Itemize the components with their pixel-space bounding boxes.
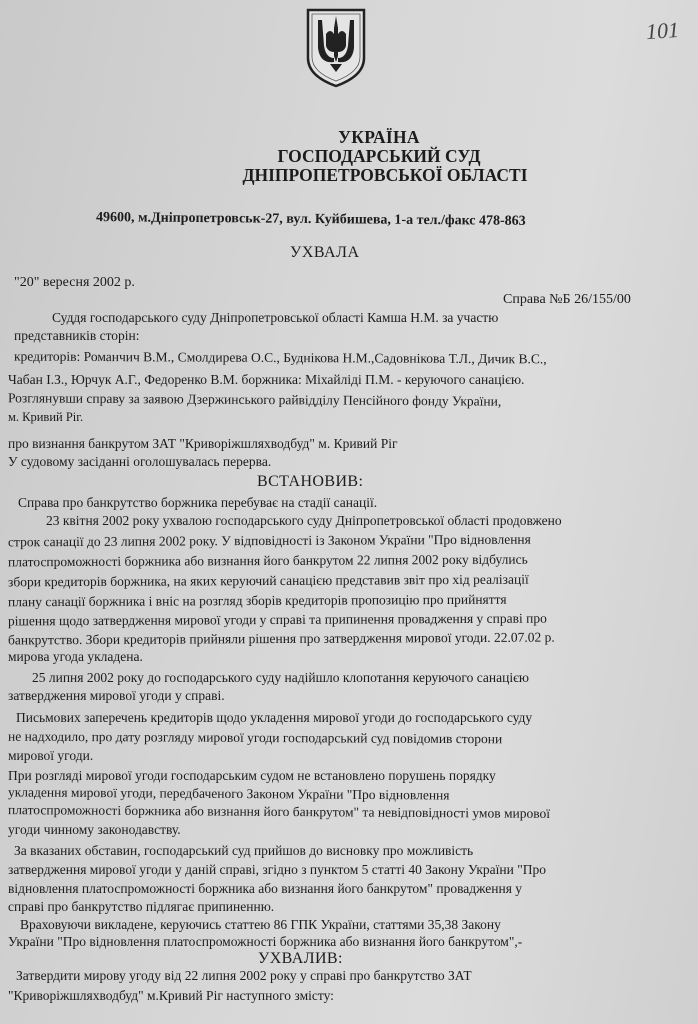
body-line: Чабан І.З., Юрчук А.Г., Федоренко В.М. боржника: Міхайліді П.М. - керуючого санацією. xyxy=(8,372,525,387)
body-line: Письмових заперечень кредиторів щодо укладення мирової угоди до господарського суду xyxy=(16,710,533,725)
body-line: платоспроможності боржника або визнання його банкрутом 22 липня 2002 року відбулись xyxy=(7,551,528,570)
body-line: не надходило, про дату розгляду мирової угоди господарський суд повідомив сторони xyxy=(7,728,503,747)
body-line: Суддя господарського суду Дніпропетровської області Камша Н.М. за участю xyxy=(52,310,499,325)
body-line: мирова угода укладена. xyxy=(8,649,143,664)
body-line: угоди чинному законодавству. xyxy=(8,822,181,837)
body-line: збори кредиторів боржника, на яких керуючий санацією представив звіт про хід реалізації xyxy=(7,571,529,590)
body-line: затвердження мирової угоди у даній справі, згідно з пунктом 5 статті 40 Закону України "Про xyxy=(8,862,546,877)
country-heading: УКРАЇНА xyxy=(338,127,420,147)
body-line: представників сторін: xyxy=(14,328,140,343)
body-line: Затвердити мирову угоду від 22 липня 2002 року у справі про банкрутство ЗАТ xyxy=(16,968,472,983)
body-line: справі про банкрутство підлягає припиненню. xyxy=(8,899,275,914)
body-line: За вказаних обставин, господарський суд прийшов до висновку про можливість xyxy=(14,843,474,858)
trident-coat-of-arms-icon xyxy=(304,6,368,88)
body-line: затвердження мирової угоди у справі. xyxy=(8,688,225,703)
body-line: м. Кривий Ріг. xyxy=(8,410,84,424)
document-title: УХВАЛА xyxy=(290,244,360,261)
body-line: 25 липня 2002 року до господарського суду надійшло клопотання керуючого санацією xyxy=(32,670,529,685)
body-line: мирової угоди. xyxy=(8,748,94,763)
body-line: 23 квітня 2002 року ухвалою господарського суду Дніпропетровської області продовжено xyxy=(46,513,562,528)
body-line: "Криворіжшляхводбуд" м.Кривий Ріг наступного змісту: xyxy=(8,988,334,1003)
case-number: Справа №Б 26/155/00 xyxy=(503,292,631,307)
body-line: рішення щодо затвердження мирової угоди у справі та припинення провадження у справі про xyxy=(7,610,547,629)
court-address: 49600, м.Дніпропетровськ-27, вул. Куйбишева, 1-а тел./факс 478-863 xyxy=(95,210,526,229)
body-line: укладення мирової угоди, передбаченого Законом України "Про відновлення xyxy=(7,784,450,803)
body-line: відновлення платоспроможності боржника або визнання його банкрутом" провадження у xyxy=(8,881,523,896)
body-line: строк санації до 23 липня 2002 року. У відповідності із Законом України "Про відновлення xyxy=(7,531,531,550)
section-established: ВСТАНОВИВ: xyxy=(257,473,364,490)
body-line: У судовому засіданні оголошувалась перерва. xyxy=(8,454,272,469)
body-line: Враховуючи викладене, керуючись статтею 86 ГПК України, статтями 35,38 Закону xyxy=(20,917,501,932)
region-heading: ДНІПРОПЕТРОВСЬКОЇ ОБЛАСТІ xyxy=(242,165,528,185)
body-line: платоспроможності боржника або визнання його банкрутом" та невідповідності умов мирової xyxy=(7,802,551,821)
page-number-handwritten: 101 xyxy=(645,16,680,45)
body-line: про визнання банкрутом ЗАТ "Криворіжшляхводбуд" м. Кривий Ріг xyxy=(8,436,398,451)
body-line: кредиторів: Романчич В.М., Смолдирева О.С., Буднікова Н.М.,Садовнікова Т.Л., Дичик В.С., xyxy=(13,348,547,367)
body-line: При розгляді мирової угоди господарським судом не встановлено порушень порядку xyxy=(8,768,496,783)
court-heading: ГОСПОДАРСЬКИЙ СУД xyxy=(277,146,481,166)
body-line: плану санації боржника і вніс на розгляд зборів кредиторів пропозицію про прийняття xyxy=(7,591,507,610)
body-line: Розглянувши справу за заявою Дзержинського райвідділу Пенсійного фонду України, xyxy=(7,390,502,409)
document-date: "20" вересня 2002 р. xyxy=(14,275,135,290)
body-line: банкрутство. Збори кредиторів прийняли рішення про затвердження мирової угоди. 22.07.02 р. xyxy=(7,629,555,648)
body-line: України "Про відновлення платоспроможності боржника або визнання його банкрутом",- xyxy=(8,934,523,949)
section-resolved: УХВАЛИВ: xyxy=(258,950,343,967)
body-line: Справа про банкрутство боржника перебуває на стадії санації. xyxy=(18,495,378,510)
